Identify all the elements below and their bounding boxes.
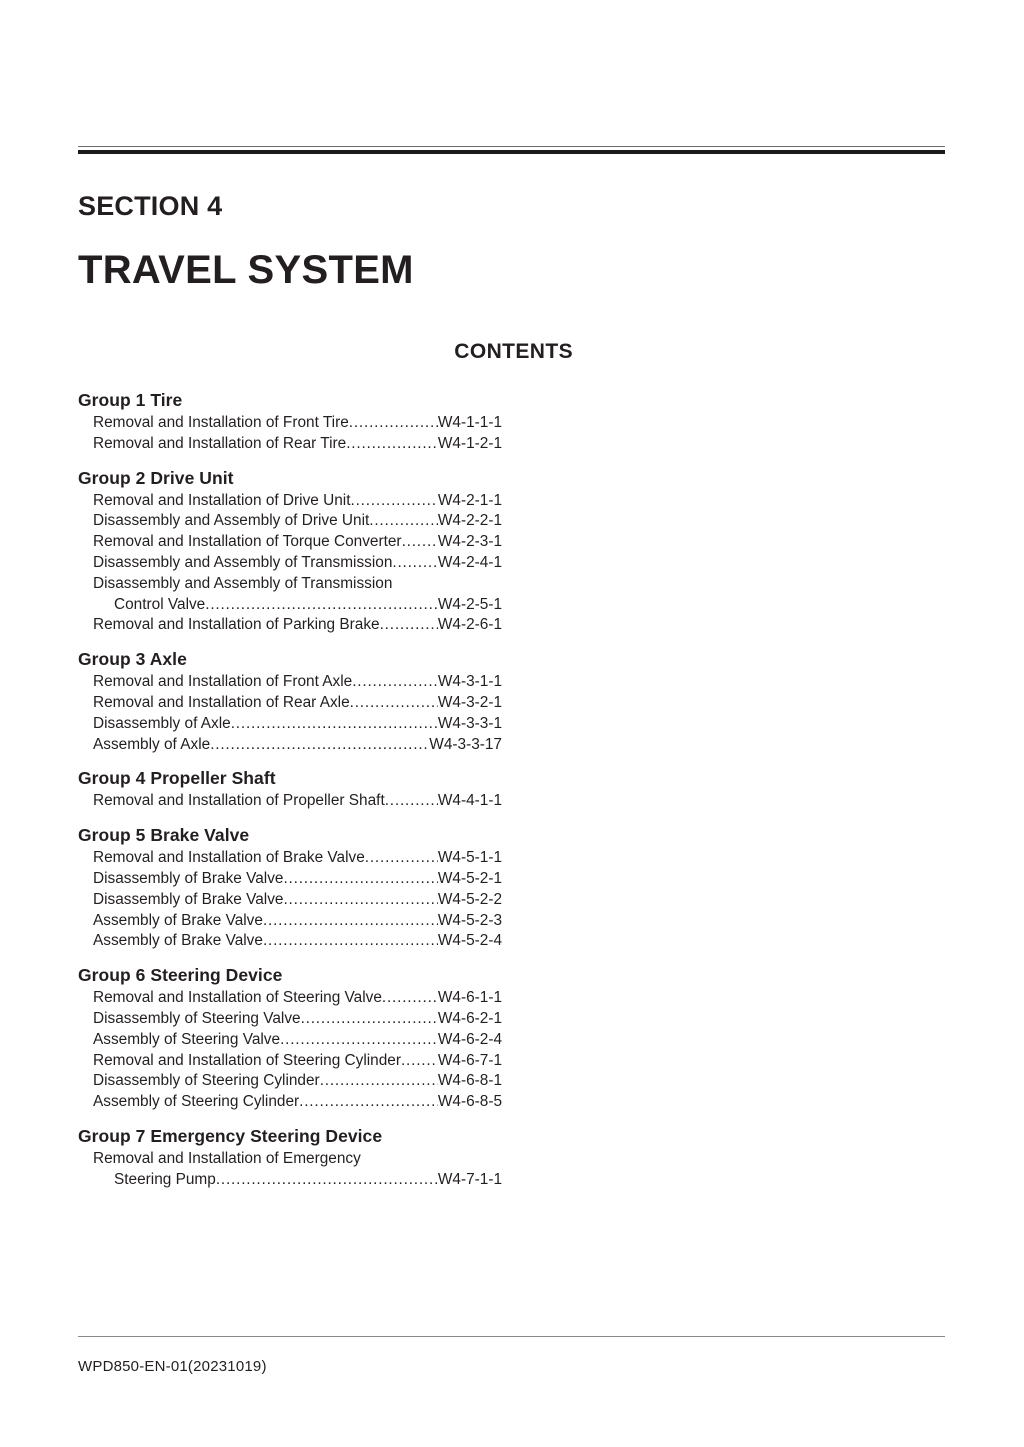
toc-group-title: Group 3 Axle [78, 649, 187, 670]
toc-entry[interactable] [78, 1051, 502, 1072]
toc-dot-leader [402, 532, 438, 553]
toc-entry-label: Disassembly of Brake Valve [93, 869, 284, 887]
toc-entry[interactable] [78, 1030, 502, 1051]
toc-entry[interactable] [78, 434, 502, 455]
toc-dot-leader [263, 911, 438, 932]
toc-entry-page-number: W4-5-2-3 [437, 911, 502, 929]
toc-dot-leader [349, 413, 438, 434]
toc-dot-leader [210, 735, 429, 756]
toc-entry-page-number: W4-1-1-1 [437, 414, 502, 431]
toc-entry-page-number: W4-2-6-1 [437, 616, 502, 634]
header-double-rule [78, 146, 945, 154]
toc-group-title: Group 6 Steering Device [78, 965, 283, 986]
toc-entry[interactable] [78, 848, 502, 869]
toc-entry-label: Disassembly and Assembly of Transmission [93, 574, 393, 592]
toc-entry-page-number: W4-7-1-1 [437, 1170, 502, 1188]
page-title: TRAVEL SYSTEM [78, 248, 414, 292]
toc-entry-page-number: W4-3-1-1 [437, 673, 502, 691]
toc-entry-page-number: W4-5-1-1 [437, 849, 502, 867]
toc-entry-page-number: W4-6-8-1 [437, 1072, 502, 1090]
toc-entry-page-number: W4-5-2-1 [437, 869, 502, 887]
toc-dot-leader [351, 491, 438, 512]
toc-entry-label-line[interactable] [78, 574, 502, 595]
toc-group [78, 466, 502, 637]
toc-entry-label: Removal and Installation of Parking Brake [93, 616, 380, 634]
toc-entry-label: Removal and Installation of Brake Valve [93, 849, 365, 867]
toc-entry-label: Assembly of Steering Valve [93, 1030, 281, 1048]
toc-group [78, 766, 502, 812]
toc-entry[interactable] [78, 553, 502, 574]
toc-entry[interactable] [78, 413, 502, 434]
toc-dot-leader [382, 988, 438, 1009]
toc-entry[interactable] [78, 1009, 502, 1030]
toc-entry-label: Removal and Installation of Front Tire [93, 414, 349, 431]
toc-entry-page-number: W4-4-1-1 [437, 792, 502, 810]
toc-dot-leader [205, 595, 438, 616]
toc-entry-page-number: W4-3-2-1 [437, 693, 502, 711]
toc-entry[interactable] [78, 714, 502, 735]
toc-entry-label: Disassembly and Assembly of Drive Unit [93, 512, 370, 530]
toc-entry-label: Assembly of Brake Valve [93, 932, 263, 950]
toc-entry-label: Assembly of Steering Cylinder [93, 1093, 300, 1111]
contents-heading: CONTENTS [454, 340, 573, 363]
toc-entry[interactable] [78, 869, 502, 890]
toc-entry-page-number: W4-2-1-1 [437, 491, 502, 509]
toc-entry-label-line[interactable] [78, 1149, 502, 1170]
toc-entry-label: Assembly of Axle [93, 735, 211, 753]
toc-entry-label: Assembly of Brake Valve [93, 911, 263, 929]
toc-entry[interactable] [78, 532, 502, 553]
toc-entry[interactable] [78, 931, 502, 952]
toc-entry-page-number: W4-3-3-17 [429, 735, 502, 753]
toc-dot-leader [385, 791, 438, 812]
toc-entry-label: Disassembly of Steering Valve [93, 1009, 301, 1027]
toc-entry[interactable] [78, 735, 502, 756]
footer-document-code: WPD850-EN-01(20231019) [78, 1358, 267, 1375]
toc-dot-leader [401, 1051, 438, 1072]
toc-dot-leader [320, 1071, 438, 1092]
toc-dot-leader [392, 553, 437, 574]
toc-entry[interactable] [78, 791, 502, 812]
toc-group-title: Group 7 Emergency Steering Device [78, 1125, 383, 1146]
toc-entry[interactable] [78, 988, 502, 1009]
toc-group [78, 823, 502, 952]
toc-entry[interactable] [78, 615, 502, 636]
toc-group-title: Group 2 Drive Unit [78, 467, 234, 488]
toc-entry-label: Removal and Installation of Steering Valve [93, 989, 382, 1007]
toc-entry-label: Disassembly of Axle [93, 714, 231, 732]
toc-entry[interactable] [78, 491, 502, 512]
toc-dot-leader [380, 615, 438, 636]
toc-entry-page-number: W4-6-7-1 [437, 1051, 502, 1069]
toc-entry-label: Removal and Installation of Front Axle [93, 673, 353, 691]
toc-entry-label: Removal and Installation of Steering Cylinder [93, 1051, 401, 1069]
toc-dot-leader [352, 672, 438, 693]
toc-entry-label: Removal and Installation of Drive Unit [93, 491, 351, 509]
toc-entry[interactable] [78, 693, 502, 714]
toc-dot-leader [283, 869, 437, 890]
toc-group [78, 1124, 502, 1191]
toc-entry-continuation-label: Steering Pump [114, 1170, 216, 1188]
toc-dot-leader [350, 693, 438, 714]
toc-entry-label: Disassembly and Assembly of Transmission [93, 553, 393, 571]
toc-dot-leader [299, 1092, 438, 1113]
toc-group [78, 388, 502, 455]
toc-entry-page-number: W4-3-3-1 [437, 714, 502, 732]
toc-dot-leader [280, 1030, 438, 1051]
toc-dot-leader [263, 931, 438, 952]
toc-dot-leader [365, 848, 438, 869]
footer-rule [78, 1336, 945, 1337]
toc-entry[interactable] [78, 1071, 502, 1092]
toc-entry-label: Removal and Installation of Emergency [93, 1149, 361, 1167]
toc-entry[interactable] [78, 511, 502, 532]
toc-entry-page-number: W4-6-2-4 [437, 1030, 502, 1048]
toc-dot-leader [216, 1170, 438, 1191]
toc-entry[interactable] [78, 672, 502, 693]
toc-entry-continuation-line[interactable] [78, 595, 502, 616]
toc-entry[interactable] [78, 1092, 502, 1113]
header-rule-thick [78, 150, 945, 154]
toc-entry-page-number: W4-5-2-2 [437, 890, 502, 908]
toc-entry-page-number: W4-2-2-1 [437, 512, 502, 530]
toc-group [78, 963, 502, 1113]
toc-entry-continuation-label: Control Valve [114, 595, 206, 613]
toc-entry-page-number: W4-2-3-1 [437, 533, 502, 551]
toc-entry-label: Removal and Installation of Propeller Shaft [93, 792, 385, 810]
toc-entry-page-number: W4-5-2-4 [437, 932, 502, 950]
toc-entry-page-number: W4-2-4-1 [437, 553, 502, 571]
toc-group [78, 647, 502, 755]
section-label: SECTION 4 [78, 191, 223, 221]
toc-entry-label: Removal and Installation of Rear Tire [93, 434, 347, 452]
toc-entry-page-number: W4-2-5-1 [437, 595, 502, 613]
toc-group-title: Group 5 Brake Valve [78, 825, 250, 846]
toc-group-title: Group 4 Propeller Shaft [78, 768, 276, 789]
toc-entry-label: Disassembly of Steering Cylinder [93, 1072, 320, 1090]
toc-dot-leader [346, 434, 438, 455]
toc-dot-leader [231, 714, 438, 735]
toc-entry-label: Removal and Installation of Torque Converter [93, 533, 402, 551]
toc-entry-label: Disassembly of Brake Valve [93, 890, 284, 908]
table-of-contents [78, 388, 502, 1191]
toc-entry-page-number: W4-1-2-1 [437, 434, 502, 452]
toc-entry-label: Removal and Installation of Rear Axle [93, 693, 350, 711]
toc-entry-page-number: W4-6-1-1 [437, 989, 502, 1007]
toc-dot-leader [283, 890, 437, 911]
toc-entry[interactable] [78, 911, 502, 932]
toc-entry-continuation-line[interactable] [78, 1170, 502, 1191]
toc-entry-page-number: W4-6-8-5 [437, 1093, 502, 1111]
toc-group-title: Group 1 Tire [78, 390, 183, 410]
toc-entry-page-number: W4-6-2-1 [437, 1009, 502, 1027]
toc-dot-leader [369, 511, 438, 532]
toc-entry[interactable] [78, 890, 502, 911]
toc-dot-leader [301, 1009, 438, 1030]
